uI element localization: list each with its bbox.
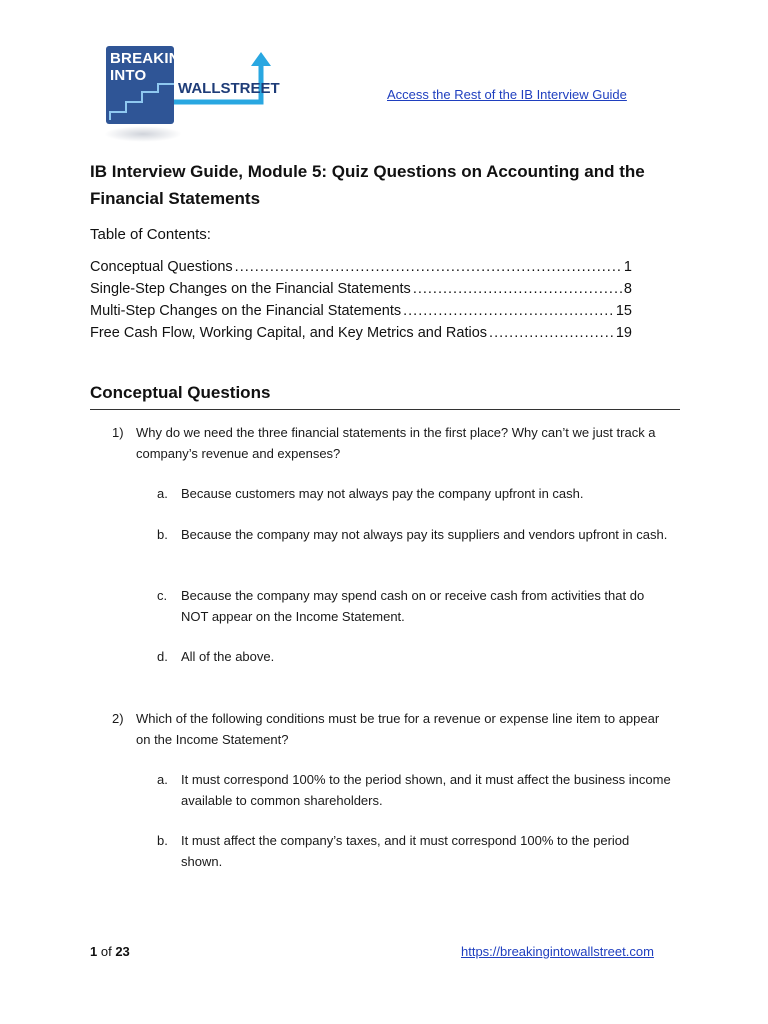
logo-text-breaking: BREAKING [110,50,192,67]
page-number [90,944,130,959]
option-text: Because the company may not always pay its suppliers and vendors upfront in cash. [181,527,668,542]
toc-entry-label: Free Cash Flow, Working Capital, and Key Metrics and Ratios [90,325,488,341]
option-text: It must affect the company’s taxes, and it must correspond 100% to the period shown. [181,833,630,869]
option-letter: b. [157,833,168,848]
page-total: 23 [115,944,130,959]
option-text: Because the company may spend cash on or receive cash from activities that do NOT appear on the Income Statement. [181,588,645,624]
document-title: IB Interview Guide, Module 5: Quiz Questions on Accounting and the Financial Statements [90,162,645,208]
table-of-contents [90,259,632,347]
toc-entry[interactable] [90,281,632,303]
toc-leader-dots [413,281,622,297]
logo-text-wallstreet: WALLSTREET [178,80,280,97]
option-letter: a. [157,486,168,501]
page-of: of [97,944,116,959]
toc-entry[interactable] [90,325,632,347]
option-letter: c. [157,588,168,603]
option-letter: b. [157,527,168,542]
section-divider [90,409,680,410]
logo-text-into: INTO [110,67,147,84]
page-current: 1 [90,944,98,959]
breaking-into-wallstreet-logo[interactable] [100,44,280,144]
option-text: All of the above. [181,649,275,664]
section-heading: Conceptual Questions [90,383,271,402]
toc-leader-dots [403,303,614,319]
toc-heading: Table of Contents: [90,226,211,243]
question-number: 2) [112,711,124,726]
toc-entry[interactable] [90,259,632,281]
toc-entry-label: Single-Step Changes on the Financial Statements [90,281,411,297]
toc-entry-page: 1 [623,259,632,275]
option-text: It must correspond 100% to the period shown, and it must affect the business income available to common shareholders. [181,772,671,808]
question-text: Why do we need the three financial statements in the first place? Why can’t we just track a company’s revenue and expenses? [136,425,656,461]
toc-entry[interactable] [90,303,632,325]
option-letter: d. [157,649,168,664]
access-guide-link[interactable]: Access the Rest of the IB Interview Guide [387,87,627,102]
toc-leader-dots [235,259,622,275]
toc-entry-page: 15 [615,303,632,319]
option-letter: a. [157,772,168,787]
toc-entry-page: 8 [623,281,632,297]
toc-entry-label: Multi-Step Changes on the Financial Statements [90,303,402,319]
toc-entry-page: 19 [615,325,632,341]
question-text: Which of the following conditions must be true for a revenue or expense line item to appear on the Income Statement? [136,711,660,747]
toc-entry-label: Conceptual Questions [90,259,233,275]
website-link[interactable]: https://breakingintowallstreet.com [461,944,654,959]
toc-leader-dots [489,325,614,341]
option-text: Because customers may not always pay the company upfront in cash. [181,486,584,501]
question-number: 1) [112,425,124,440]
